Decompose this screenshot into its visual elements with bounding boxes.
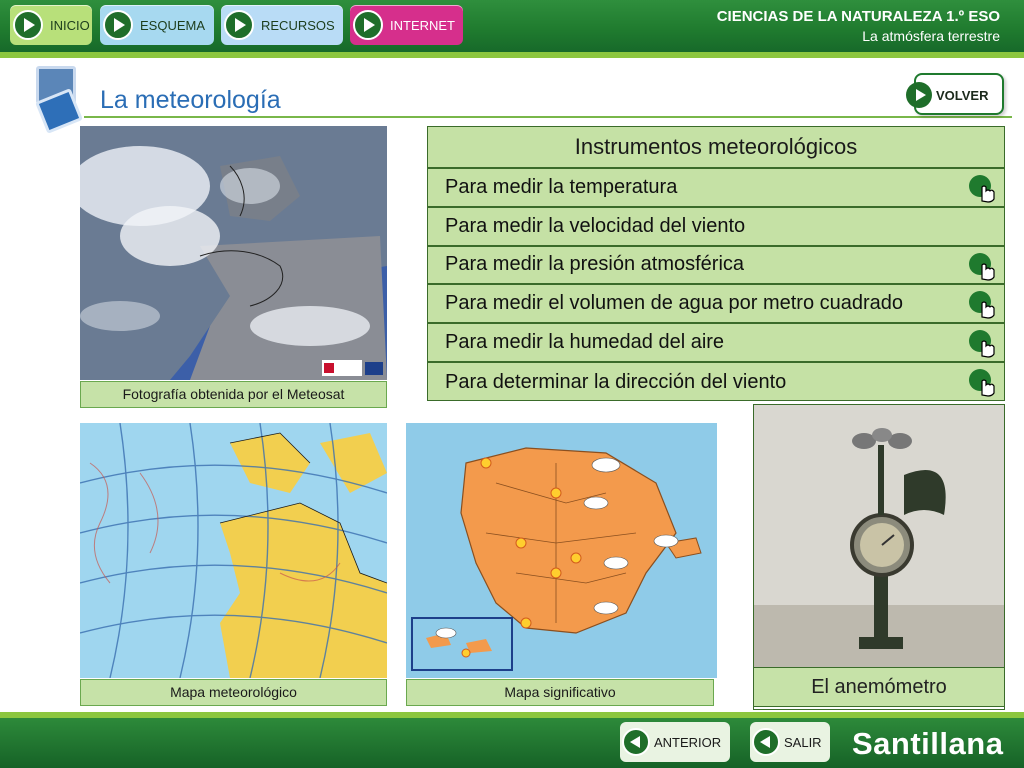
nav-esquema-label: ESQUEMA <box>140 18 206 33</box>
instrument-row-temperatura[interactable] <box>428 169 1004 208</box>
significant-map-image <box>406 423 717 678</box>
course-title: CIENCIAS DE LA NATURALEZA 1.º ESO <box>716 8 1000 25</box>
anemometer-caption: El anemómetro <box>753 667 1005 707</box>
nav-esquema-button[interactable] <box>100 5 214 45</box>
hand-pointer-icon[interactable] <box>968 328 998 358</box>
back-arrow-icon <box>752 728 780 756</box>
instrument-row-label: Para medir la velocidad del viento <box>445 214 746 237</box>
anemometer-photo <box>754 405 1004 667</box>
page-section-icon <box>34 66 84 134</box>
instrument-row-humedad[interactable] <box>428 324 1004 363</box>
nav-inicio-label: INICIO <box>50 18 90 33</box>
course-subtitle: La atmósfera terrestre <box>862 28 1000 44</box>
instrument-row-direccion-viento[interactable] <box>428 363 1004 402</box>
anemometer-photo-frame <box>753 404 1005 710</box>
weather-map-caption: Mapa meteorológico <box>80 679 387 706</box>
play-icon <box>906 82 932 108</box>
instrument-row-label: Para medir el volumen de agua por metro cuadrado <box>445 292 904 315</box>
volver-label: VOLVER <box>936 88 989 103</box>
volver-button[interactable] <box>914 73 1004 115</box>
nav-internet-label: INTERNET <box>390 18 455 33</box>
anterior-button[interactable] <box>620 722 730 762</box>
nav-internet-button[interactable] <box>350 5 463 45</box>
instrument-row-label: Para medir la presión atmosférica <box>445 253 745 276</box>
title-divider <box>84 116 1012 118</box>
play-icon <box>224 10 254 40</box>
hand-pointer-icon[interactable] <box>968 367 998 397</box>
hand-pointer-icon[interactable] <box>968 289 998 319</box>
instrument-row-volumen-agua[interactable] <box>428 285 1004 324</box>
salir-label: SALIR <box>784 735 822 750</box>
instrument-row-label: Para determinar la dirección del viento <box>445 370 787 393</box>
page-title: La meteorología <box>100 86 281 114</box>
significant-map-caption: Mapa significativo <box>406 679 714 706</box>
salir-button[interactable] <box>750 722 830 762</box>
hand-pointer-icon[interactable] <box>968 251 998 281</box>
instrument-row-label: Para medir la temperatura <box>445 175 678 198</box>
instrument-row-label: Para medir la humedad del aire <box>445 331 725 354</box>
top-bar-accent <box>0 52 1024 58</box>
nav-recursos-button[interactable] <box>221 5 343 45</box>
satellite-caption: Fotografía obtenida por el Meteosat <box>80 381 387 408</box>
hand-pointer-icon[interactable] <box>968 173 998 203</box>
instrument-row-presion[interactable] <box>428 247 1004 286</box>
play-icon <box>13 10 43 40</box>
satellite-image <box>80 126 387 380</box>
weather-map-image <box>80 423 387 678</box>
instruments-table <box>427 126 1005 401</box>
instrument-row-velocidad-viento[interactable] <box>428 208 1004 247</box>
nav-inicio-button[interactable] <box>10 5 92 45</box>
santillana-logo: Santillana <box>852 726 1004 761</box>
play-icon <box>353 10 383 40</box>
back-arrow-icon <box>622 728 650 756</box>
nav-recursos-label: RECURSOS <box>261 18 335 33</box>
instruments-title: Instrumentos meteorológicos <box>428 127 1004 169</box>
anterior-label: ANTERIOR <box>654 735 722 750</box>
play-icon <box>103 10 133 40</box>
